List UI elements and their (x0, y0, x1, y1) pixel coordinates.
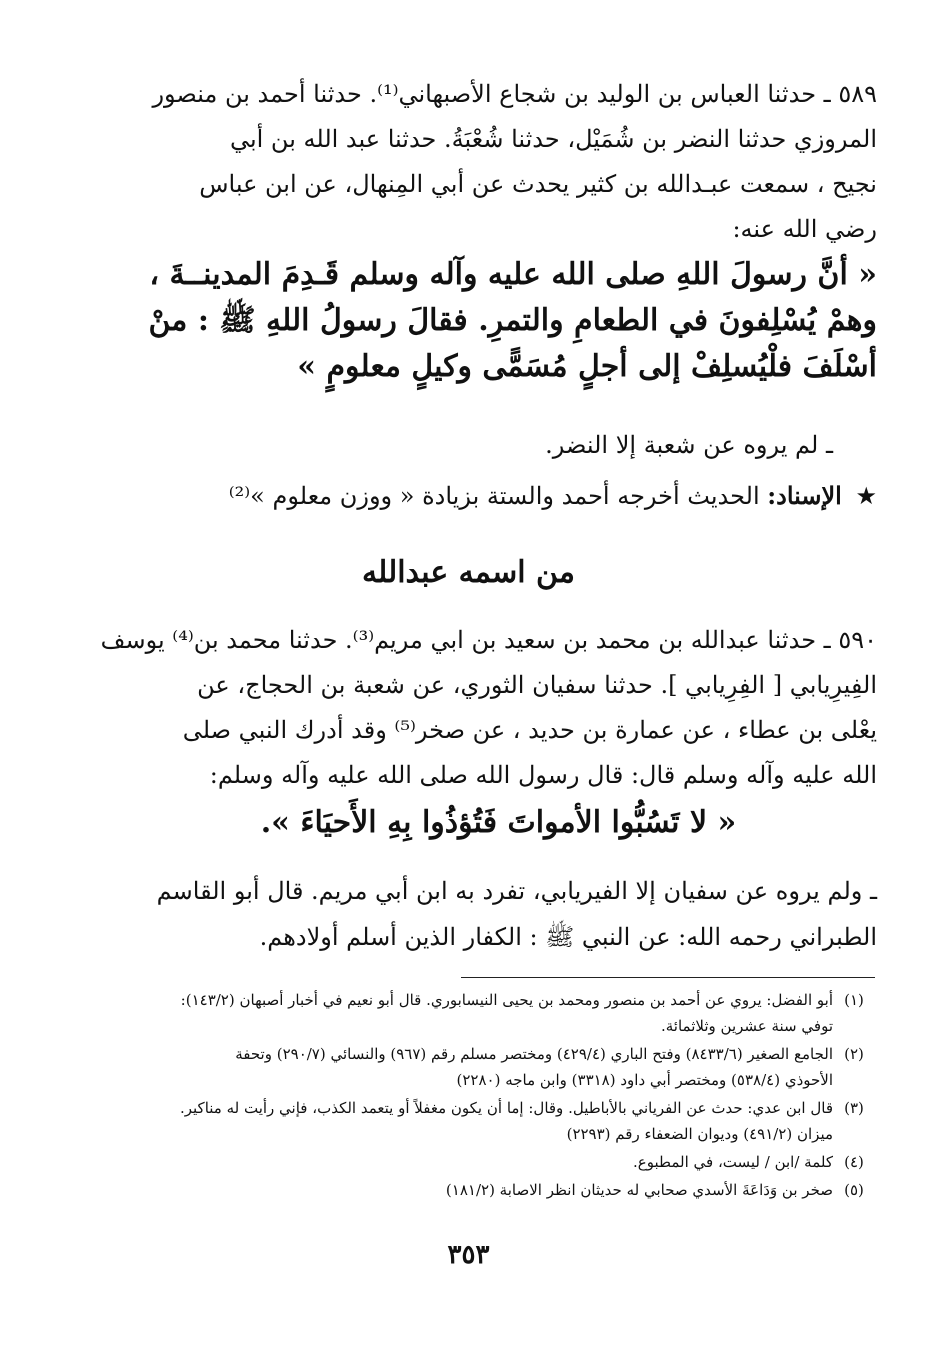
section-heading: من اسمه عبدالله (362, 555, 575, 590)
hadith-589-isnad (120, 72, 877, 252)
isnad-label: الإسناد: (767, 481, 842, 510)
text-line: يعْلى بن عطاء ، عن عمارة بن حديد ، عن صخر⁽⁵⁾ وقد أدرك النبي صلى (182, 716, 877, 744)
page-number: ٣٥٣ (447, 1240, 490, 1270)
footnote-line: توفي سنة عشرين وثلاثمائة. (660, 1017, 833, 1035)
remark-line: ـ ولم يروه عن سفيان إلا الفيريابي، تفرد به ابن أبي مريم. قال أبو القاسم (156, 877, 877, 905)
footnote-line: أبو الفضل: يروي عن أحمد بن منصور ومحمد بن يحيى النيسابوري. قال أبو نعيم في أخبار أصبهان (١٤٣/٢): (180, 991, 833, 1009)
footnote (55, 1095, 875, 1147)
footnote-line: ميزان (٤٩١/٢) وديوان الضعفاء رقم (٢٢٩٣) (566, 1125, 833, 1143)
footnote-number: (٤) (844, 1153, 864, 1171)
hadith-590-isnad (100, 618, 877, 798)
star-icon: ★ (855, 482, 877, 510)
hadith-590-remark (120, 868, 877, 960)
text-line: المروزي حدثنا النضر بن شُمَيْل، حدثنا شُعْبَةُ. حدثنا عبد الله بن أبي (229, 125, 877, 153)
footnote (55, 1041, 875, 1093)
matn-line: أسْلَفَ فلْيُسلِفْ إلى أجلٍ مُسَمًّى وكيلٍ معلومٍ » (297, 349, 877, 384)
footnote (55, 987, 875, 1039)
hadith-590-matn (120, 800, 877, 846)
footnote-line: الأحوذي (٥٣٨/٤) ومختصر أبي داود (٣٣١٨) وابن ماجه (٢٢٨٠) (456, 1071, 833, 1089)
text-line: الفِيرِيابي [ الفِرِيابي ]. حدثنا سفيان الثوري، عن شعبة بن الحجاج، عن (197, 671, 877, 699)
footnote-divider (461, 977, 875, 978)
hadith-589-remark (120, 422, 877, 468)
hadith-589-isnad-note (120, 476, 877, 516)
footnotes (55, 987, 875, 1205)
footnote (55, 1177, 875, 1203)
text-line: رضي الله عنه: (732, 215, 877, 243)
hadith-589-matn (120, 252, 877, 390)
footnote-number: (٢) (844, 1045, 864, 1063)
footnote-number: (٥) (844, 1181, 864, 1199)
remark-line: الطبراني رحمه الله: عن النبي ﷺ : الكفار الذين أسلم أولادهم. (259, 923, 877, 951)
footnote-line: صخر بن وَدَاعَةَ الأسدي صحابي له حديثان انظر الاصابة (١٨١/٢) (445, 1181, 833, 1199)
remark-line: ـ لم يروه عن شعبة إلا النضر. (545, 431, 833, 459)
text-line: الله عليه وآله وسلم قال: قال رسول الله صلى الله عليه وآله وسلم: (209, 761, 877, 789)
matn-line: « لا تَسُبُّوا الأمواتَ فَتُؤذُوا بِهِ الأَحيَاءَ ». (260, 805, 737, 840)
footnote-number: (٣) (844, 1099, 864, 1117)
footnote-line: قال ابن عدي: حدث عن الفرياني بالأباطيل. وقال: إما أن يكون مغفلاً أو يتعمد الكذب، فإني رأيت له مناكير. (179, 1099, 833, 1117)
footnote-line: الجامع الصغير (٨٤٣٣/٦) وفتح الباري (٤٢٩/٤) ومختصر مسلم رقم (٩٦٧) والنسائي (٢٩٠/٧) وتحفة (235, 1045, 833, 1063)
matn-line: وهمْ يُسْلِفونَ في الطعامِ والتمرِ. فقالَ رسولُ اللهِ ﷺ : منْ (148, 303, 877, 338)
text-line: نجيح ، سمعت عبـدالله بن كثير يحدث عن أبي المِنهال، عن ابن عباس (199, 170, 877, 198)
footnote-number: (١) (844, 991, 864, 1009)
text-line: ٥٩٠ ـ حدثنا عبدالله بن محمد بن سعيد بن ابي مريم⁽³⁾. حدثنا محمد بن⁽⁴⁾ يوسف (100, 626, 877, 654)
matn-line: « أنَّ رسولَ اللهِ صلى الله عليه وآله وسلم قَـدِمَ المدينــةَ ، (149, 257, 877, 292)
text-line: ٥٨٩ ـ حدثنا العباس بن الوليد بن شجاع الأصبهاني⁽¹⁾. حدثنا أحمد بن منصور (152, 80, 877, 108)
isnad-text: الحديث أخرجه أحمد والستة بزيادة « ووزن معلوم »⁽²⁾ (228, 482, 760, 510)
footnote (55, 1149, 875, 1175)
footnote-line: كلمة /ابن / ليست، في المطبوع. (633, 1153, 833, 1171)
